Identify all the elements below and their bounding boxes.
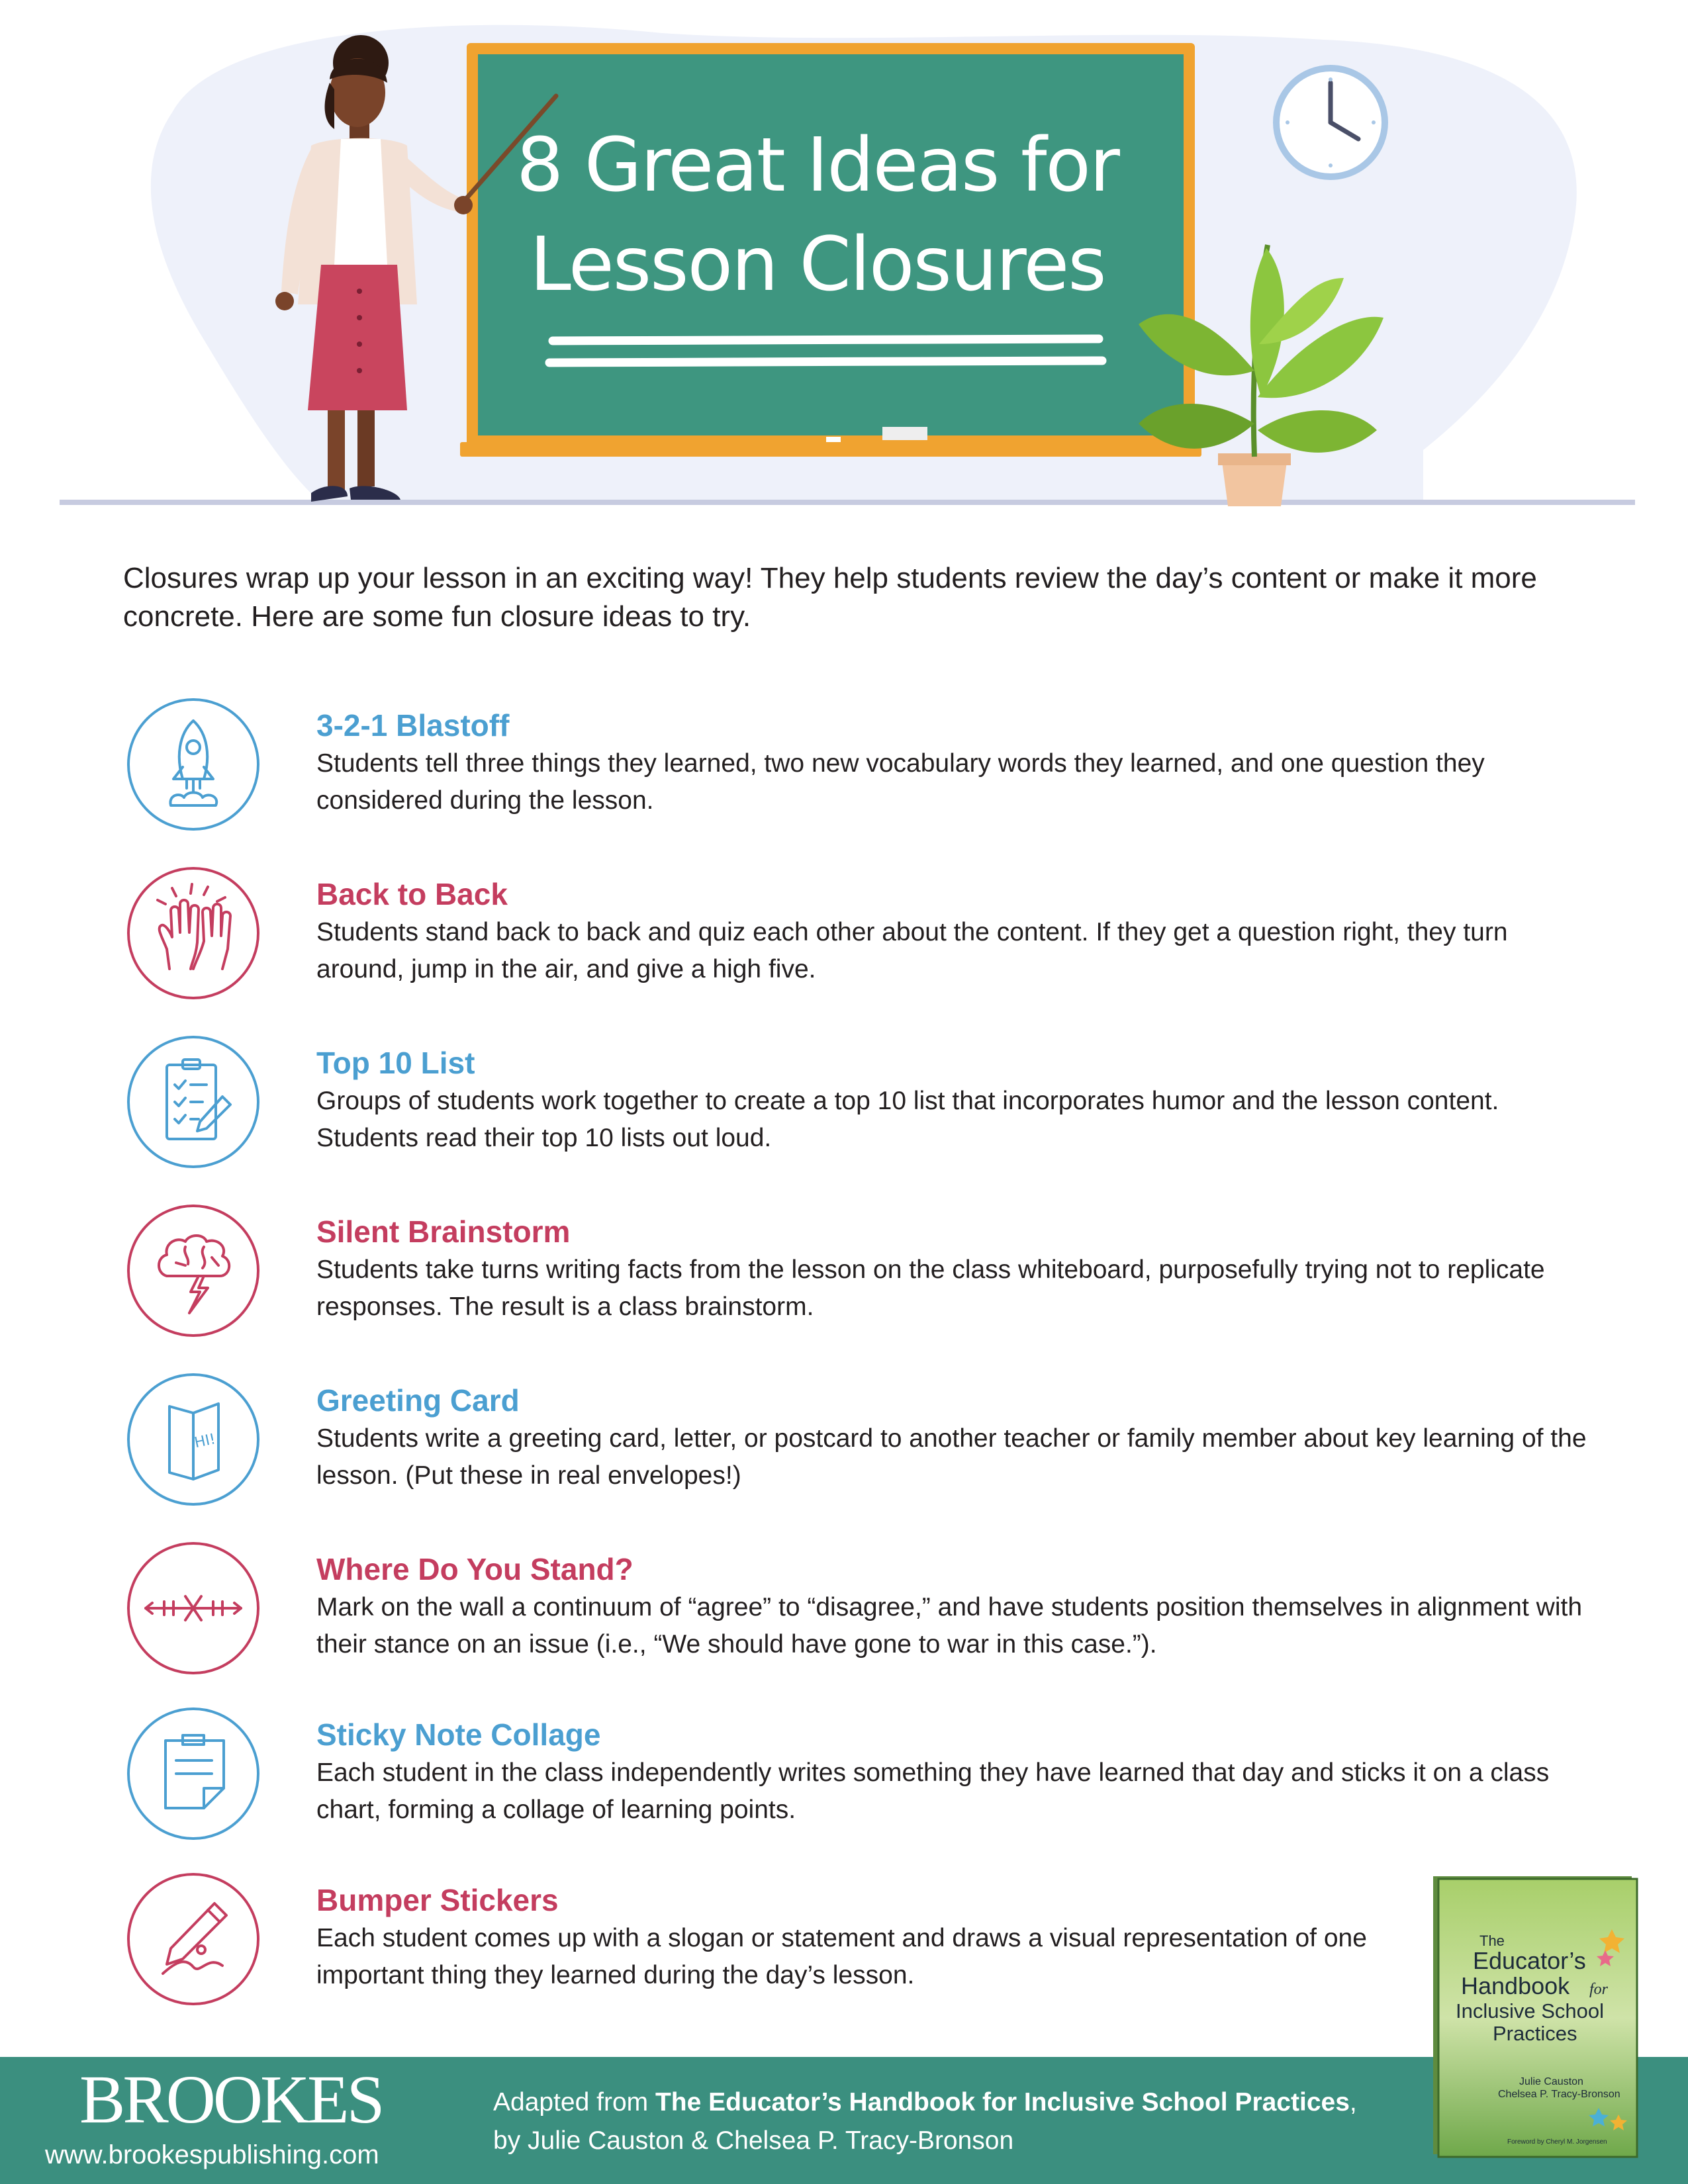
closure-item (0, 1707, 1688, 1873)
brookes-logo: BROOKES (79, 2062, 383, 2138)
item-title: Greeting Card (316, 1383, 520, 1418)
book-title-for: for (1589, 1981, 1609, 1998)
footer-url[interactable]: www.brookespublishing.com (45, 2140, 379, 2169)
item-description: Each student in the class independently writes something they have learned that day and sticks it on a class chart, forming a collage of learning points. (316, 1758, 1550, 1824)
credit-prefix: Adapted from (493, 2088, 655, 2116)
book-title-the: The (1479, 1933, 1505, 1949)
high-five-icon (127, 867, 259, 999)
item-description: Groups of students work together to create a top 10 list that incorporates humor and the lesson content. Students read their top 10 lists out loud. (316, 1087, 1499, 1152)
clipboard-checklist-icon (127, 1036, 259, 1168)
item-title: Bumper Stickers (316, 1883, 559, 1917)
item-title: Top 10 List (316, 1046, 475, 1080)
closure-item (0, 867, 1688, 1032)
closure-item (0, 1205, 1688, 1370)
closure-item (0, 1373, 1688, 1539)
book-title-line-3: Inclusive School (1456, 1999, 1605, 2023)
page-title-line-1: 8 Great Ideas for (516, 122, 1119, 208)
item-title: Silent Brainstorm (316, 1214, 571, 1249)
footer-credit (493, 2083, 1420, 2160)
credit-line-1 (493, 2083, 1420, 2122)
closure-item (0, 1036, 1688, 1201)
chalk (826, 437, 841, 442)
eraser (882, 427, 927, 440)
continuum-line-icon (127, 1542, 259, 1674)
book-author-2: Chelsea P. Tracy-Bronson (1498, 2089, 1620, 2100)
page-title-line-2: Lesson Closures (530, 222, 1105, 308)
book-cover (1433, 1876, 1645, 2161)
closure-item (0, 698, 1688, 864)
item-description: Mark on the wall a continuum of “agree” to “disagree,” and have students position themselves in alignment with their stance on an issue (i.e., “We should have gone to war in this case.”). (316, 1593, 1583, 1659)
item-title: Back to Back (316, 877, 508, 911)
intro-paragraph: Closures wrap up your lesson in an exciting way! They help students review the day’s content or make it more concrete. Here are some fun closure ideas to try. (123, 562, 1537, 633)
credit-comma: , (1349, 2088, 1357, 2116)
item-description: Students take turns writing facts from the lesson on the class whiteboard, purposefully trying not to replicate responses. The result is a class brainstorm. (316, 1255, 1545, 1321)
item-description: Students write a greeting card, letter, or postcard to another teacher or family member about key learning of the lesson. (Put these in real envelopes!) (316, 1424, 1587, 1490)
item-description: Students tell three things they learned, two new vocabulary words they learned, and one question they considered during the lesson. (316, 749, 1485, 815)
greeting-card-icon (127, 1373, 259, 1506)
sticky-note-icon (127, 1707, 259, 1840)
page-title (487, 116, 1149, 314)
book-author-1: Julie Causton (1519, 2076, 1583, 2087)
item-title: Sticky Note Collage (316, 1717, 601, 1752)
item-title: 3-2-1 Blastoff (316, 708, 510, 743)
clock-icon (1276, 68, 1385, 177)
chalk-ledge (460, 442, 1201, 457)
item-description: Each student comes up with a slogan or statement and draws a visual representation of one important thing they learned during the day’s lesson. (316, 1924, 1367, 1989)
credit-book-title: The Educator’s Handbook for Inclusive School Practices (655, 2088, 1350, 2116)
floor-line (60, 500, 1635, 505)
closure-item (0, 1542, 1688, 1707)
book-title-line-1: Educator’s (1473, 1947, 1586, 1974)
card-text: HI! (193, 1431, 217, 1452)
book-foreword: Foreword by Cheryl M. Jorgensen (1507, 2138, 1607, 2146)
credit-authors: by Julie Causton & Chelsea P. Tracy-Bronson (493, 2126, 1014, 2155)
brain-lightning-icon (127, 1205, 259, 1337)
item-title: Where Do You Stand? (316, 1552, 633, 1586)
item-description: Students stand back to back and quiz each other about the content. If they get a question right, they turn around, jump in the air, and give a high five. (316, 918, 1508, 983)
rocket-icon (127, 698, 259, 831)
book-title-line-4: Practices (1493, 2022, 1577, 2045)
pencil-drawing-icon (127, 1873, 259, 2005)
book-title-line-2: Handbook (1461, 1972, 1570, 1999)
